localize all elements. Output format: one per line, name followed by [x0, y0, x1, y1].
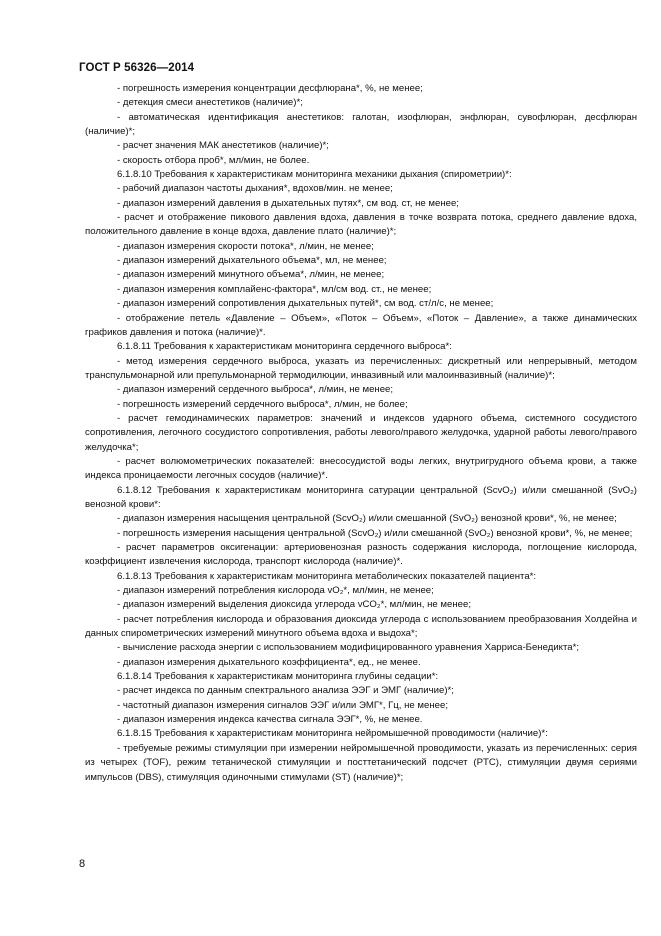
list-item: - диапазон измерения индекса качества сигнала ЭЭГ*, %, не менее.: [117, 714, 423, 726]
list-item: - погрешность измерения насыщения центральной (ScvO₂) и/или смешанной (SvO₂) венозной крови*, %, не менее;: [117, 527, 633, 539]
list-item: - детекция смеси анестетиков (наличие)*;: [117, 97, 303, 109]
list-item: - диапазон измерения скорости потока*, л/мин, не менее;: [117, 240, 374, 252]
list-item: - диапазон измерений дыхательного объема*, мл, не менее;: [117, 255, 387, 267]
list-item: - погрешность измерений сердечного выброса*, л/мин, не более;: [117, 398, 408, 410]
list-item: - расчет гемодинамических параметров: значений и индексов ударного объема, системного сосудистого сопротивления, легочного сосудистого сопротивления, работы левого/правого желудочка, ударной работы левого/правого желудочка*;: [85, 412, 637, 453]
section-heading: 6.1.8.11 Требования к характеристикам мониторинга сердечного выброса*:: [117, 341, 452, 353]
list-item: - диапазон измерения дыхательного коэффициента*, ед., не менее.: [117, 656, 421, 668]
list-item: - расчет потребления кислорода и образования диоксида углерода с использованием преобразования Холдейна и данных спирометрических измерений минутного объема вдоха и выдоха*;: [85, 613, 637, 640]
list-item: - расчет параметров оксигенации: артериовенозная разность содержания кислорода, поглощение кислорода, коэффициент извлечения кислорода, транспорт кислорода (наличие)*.: [85, 542, 637, 568]
list-item: - автоматическая идентификация анестетиков: галотан, изофлюран, энфлюран, сувофлюран, десфлюран (наличие)*;: [85, 111, 637, 138]
list-item: - расчет значения МАК анестетиков (наличие)*;: [117, 140, 329, 152]
list-item: - погрешность измерения концентрации десфлюрана*, %, не менее;: [117, 83, 423, 94]
list-item: - диапазон измерения комплайенс-фактора*, мл/см вод. ст., не менее;: [117, 283, 432, 295]
list-item: - диапазон измерений минутного объема*, л/мин, не менее;: [117, 269, 385, 281]
list-item: - расчет и отображение пикового давления вдоха, давления в точке возврата потока, среднего давление вдоха, положительного давление в конце вдоха, давление плато (наличие)*;: [85, 212, 637, 238]
list-item: - диапазон измерения насыщения центральной (ScvO₂) и/или смешанной (SvO₂) венозной крови*, %, не менее;: [117, 513, 617, 525]
section-heading: 6.1.8.15 Требования к характеристикам мониторинга нейромышечной проводимости (наличие)*:: [117, 728, 548, 740]
list-item: - расчет индекса по данным спектрального анализа ЭЭГ и ЭМГ (наличие)*;: [117, 685, 454, 697]
list-item: - вычисление расхода энергии с использованием модифицированного уравнения Харриса-Бенедикта*;: [117, 642, 580, 654]
list-item: - частотный диапазон измерения сигналов ЭЭГ и/или ЭМГ*, Гц, не менее;: [117, 699, 448, 711]
section-heading: 6.1.8.14 Требования к характеристикам мониторинга глубины седации*:: [117, 671, 439, 683]
page-number: 8: [79, 858, 86, 870]
section-heading: 6.1.8.10 Требования к характеристикам мониторинга механики дыхания (спирометрии)*:: [117, 169, 512, 181]
document-header: ГОСТ Р 56326—2014: [79, 62, 195, 74]
list-item: - диапазон измерений сопротивления дыхательных путей*, см вод. ст/л/с, не менее;: [117, 298, 494, 310]
list-item: - диапазон измерений выделения диоксида углерода vCO₂*, мл/мин, не менее;: [117, 599, 471, 611]
list-item: - диапазон измерений давления в дыхательных путях*, см вод. ст, не менее;: [117, 197, 459, 209]
section-heading: 6.1.8.12 Требования к характеристикам мониторинга сатурации центральной (ScvO₂) и/или смешанной (SvO₂) венозной крови*:: [85, 484, 637, 510]
list-item: - метод измерения сердечного выброса, указать из перечисленных: дискретный или непрерывный, методом транспульмонарной или препульмонарной термодилюции, инвазивный или малоинвазивный (наличие)*;: [85, 355, 637, 381]
list-item: - диапазон измерений сердечного выброса*, л/мин, не менее;: [117, 384, 394, 396]
document-body: [85, 82, 637, 785]
list-item: - расчет волюмометрических показателей: внесосудистой воды легких, внутригрудного объема крови, а также индекса проницаемости легочных сосудов (наличие)*.: [85, 455, 637, 482]
list-item: - скорость отбора проб*, мл/мин, не более.: [117, 154, 310, 166]
list-item: - рабочий диапазон частоты дыхания*, вдохов/мин. не менее;: [117, 183, 393, 195]
list-item: - отображение петель «Давление – Объем», «Поток – Объем», «Поток – Давление», а также динамических графиков давления и потока (наличие)*.: [85, 312, 637, 338]
list-item: - требуемые режимы стимуляции при измерении нейромышечной проводимости, указать из перечисленных: серия из четырех (TOF), режим тетанической стимуляции и посттетанический подсчет (PTC), стимуляции двумя сериями импульсов (DBS), стимуляция одиночными стимулами (ST) (наличие)*;: [85, 742, 637, 783]
section-heading: 6.1.8.13 Требования к характеристикам мониторинга метаболических показателей пациента*:: [117, 570, 537, 582]
list-item: - диапазон измерений потребления кислорода vO₂*, мл/мин, не менее;: [117, 585, 434, 597]
